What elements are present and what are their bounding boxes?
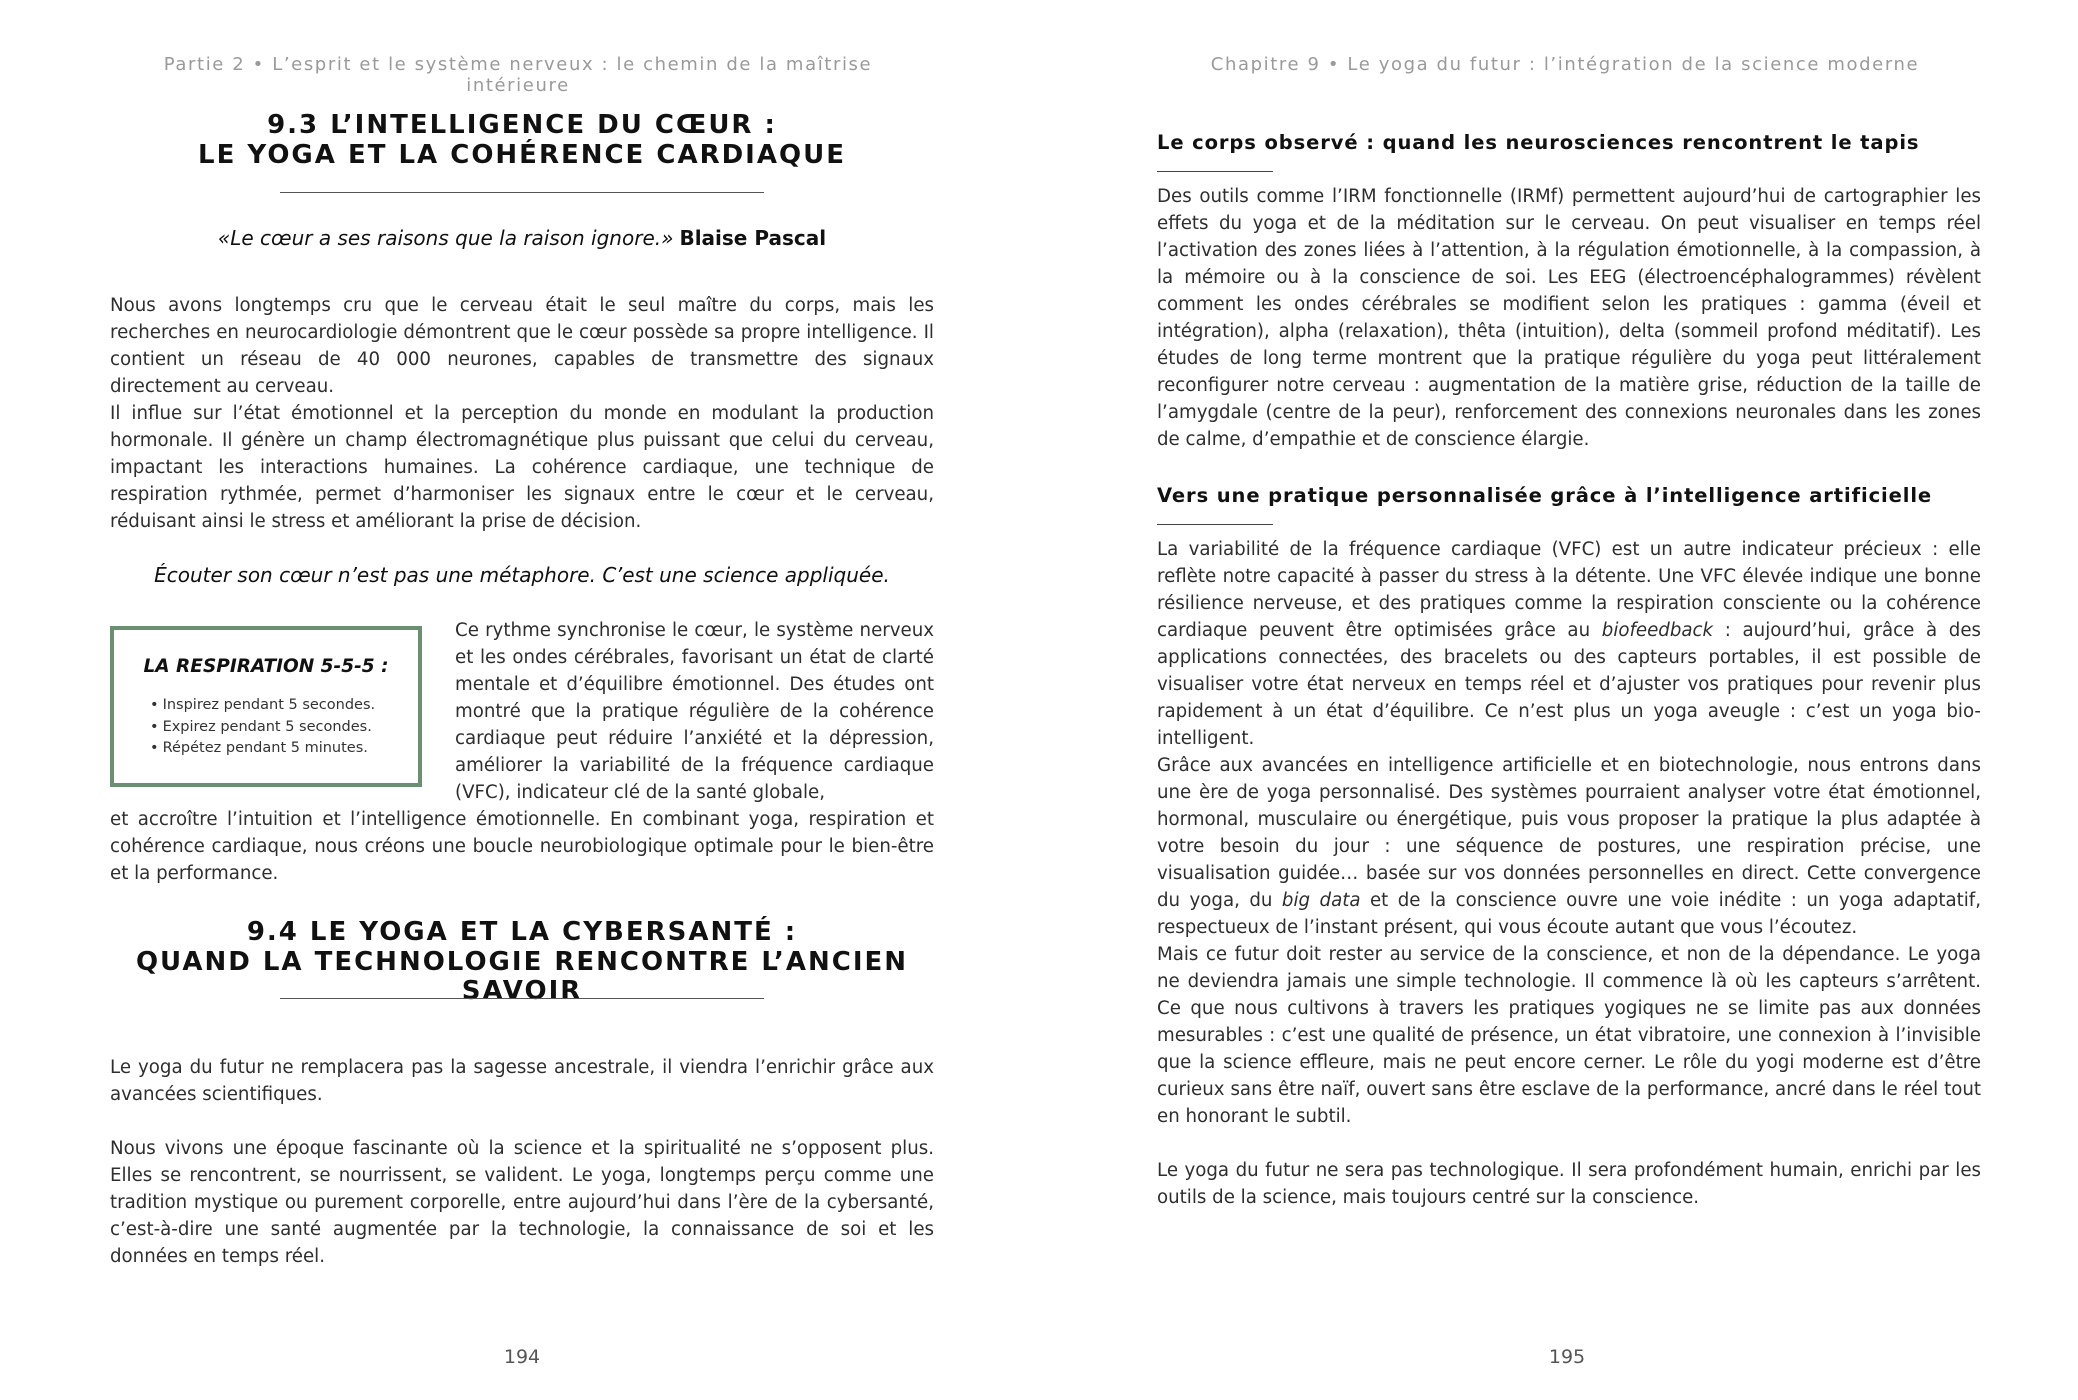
breathing-box <box>110 626 422 787</box>
paragraph: Nous avons longtemps cru que le cerveau était le seul maître du corps, mais les recherches en neurocardiologie démontrent que le cœur possède sa propre intelligence. Il contient un réseau de 40 000 neurones, capables de transmettre des signaux directement au cerveau. <box>110 295 934 397</box>
epigraph <box>110 226 934 250</box>
box-list <box>136 695 396 760</box>
subheading: Vers une pratique personnalisée grâce à l’intelligence artificielle <box>1157 484 1933 507</box>
paragraph: Grâce aux avancées en intelligence artificielle et en biotechnologie, nous entrons dans une ère de yoga personnalisé. Des systèmes pourraient analyser votre état émotionnel, hormonal, musculaire ou énergétique, puis vous proposer la pratique la plus adaptée à votre besoin du jour : une séquence de postures, une respiration précise, une visualisation guidée… basée sur vos données personnelles en direct. Cette convergence du yoga, du big data et de la conscience ouvre une voie inédite : un yoga adaptatif, respectueux de l’instant présent, qui vous écoute autant que vous l’écoutez. <box>1157 755 1981 938</box>
paragraph: Le yoga du futur ne remplacera pas la sagesse ancestrale, il viendra l’enrichir grâce aux avancées scientifiques. <box>110 1057 934 1105</box>
subheading-rule <box>1157 171 1273 172</box>
quote-text: «Le cœur a ses raisons que la raison ignore.» <box>217 226 674 250</box>
list-item: • Expirez pendant 5 secondes. <box>150 718 372 735</box>
subheading: Le corps observé : quand les neurosciences rencontrent le tapis <box>1157 131 1920 154</box>
paragraph: Nous vivons une époque fascinante où la science et la spiritualité ne s’opposent plus. Elles se rencontrent, se nourrissent, se valident. Le yoga, longtemps perçu comme une tradition mystique ou purement corporelle, entre aujourd’hui dans l’ère de la cybersanté, c’est-à-dire une santé augmentée par la technologie, la connaissance de soi et les données en temps réel. <box>110 1138 934 1267</box>
page-number-left: 194 <box>503 1346 541 1368</box>
paragraph-beside-box: Ce rythme synchronise le cœur, le système nerveux et les ondes cérébrales, favorisant un état de clarté mentale et d’équilibre émotionnel. Des études ont montré que la pratique régulière de la cohérence cardiaque peut réduire l’anxiété et la dépression, améliorer la variabilité de la fréquence cardiaque (VFC), indicateur clé de la santé globale, <box>455 620 934 803</box>
tagline: Écouter son cœur n’est pas une métaphore. C’est une science appliquée. <box>154 563 890 587</box>
paragraph: Mais ce futur doit rester au service de la conscience, et non de la dépendance. Le yoga ne deviendra jamais une simple technologie. Il commence là où les capteurs s’arrêtent. Ce que nous cultivons à travers les pratiques yogiques ne se limite pas aux données mesurables : c’est une qualité de présence, un état vibratoire, une connexion à l’invisible que la science effleure, mais ne peut encore cerner. Le rôle du yogi moderne est d’être curieux sans être naïf, ouvert sans être esclave de la performance, ancré dans le réel tout en honorant le subtil. <box>1157 944 1981 1127</box>
list-item: • Inspirez pendant 5 secondes. <box>150 697 376 713</box>
paragraph: La variabilité de la fréquence cardiaque (VFC) est un autre indicateur précieux : elle reflète notre capacité à passer du stress à la détente. Une VFC élevée indique une bonne résilience nerveuse, et des pratiques comme la respiration consciente ou la cohérence cardiaque peuvent être optimisées grâce au biofeedback : aujourd’hui, grâce à des applications connectées, des bracelets ou des capteurs portables, il est possible de visualiser votre état nerveux en temps réel et d’ajuster vos pratiques pour revenir plus rapidement à un état d’équilibre. Ce n’est plus un yoga aveugle : c’est un yoga bio-intelligent. <box>1157 539 1981 749</box>
running-head-left: Partie 2 • L’esprit et le système nerveux : le chemin de la maîtrise intérieure <box>163 54 873 96</box>
title-rule <box>280 998 764 999</box>
box-title: LA RESPIRATION 5-5-5 : <box>143 656 389 677</box>
section-title-9-3-line1: 9.3 L’INTELLIGENCE DU CŒUR : <box>267 110 777 140</box>
page-number-right: 195 <box>1548 1346 1586 1368</box>
list-item: • Répétez pendant 5 minutes. <box>150 740 368 756</box>
paragraph: Des outils comme l’IRM fonctionnelle (IRMf) permettent aujourd’hui de cartographier les effets du yoga et de la méditation sur le cerveau. On peut visualiser en temps réel l’activation des zones liées à l’attention, à la régulation émotionnelle, à la compassion, à la mémoire ou à la conscience de soi. Les EEG (électroencéphalogrammes) révèlent comment les ondes cérébrales se modifient selon les pratiques : gamma (éveil et intégration), alpha (relaxation), thêta (intuition), delta (sommeil profond méditatif). Les études de long terme montrent que la pratique régulière du yoga peut littéralement reconfigurer notre cerveau : augmentation de la matière grise, réduction de la taille de l’amygdale (centre de la peur), renforcement des connexions neuronales dans les zones de calme, d’empathie et de conscience élargie. <box>1157 186 1981 450</box>
running-head-right: Chapitre 9 • Le yoga du futur : l’intégration de la science moderne <box>1210 54 1920 75</box>
section-title-9-4-line1: 9.4 LE YOGA ET LA CYBERSANTÉ : <box>246 917 798 947</box>
subheading-rule <box>1157 524 1273 525</box>
quote-author: Blaise Pascal <box>679 226 827 250</box>
paragraph: Il influe sur l’état émotionnel et la perception du monde en modulant la production hormonale. Il génère un champ électromagnétique plus puissant que celui du cerveau, impactant les interactions humaines. La cohérence cardiaque, une technique de respiration rythmée, permet d’harmoniser les signaux entre le cœur et le cerveau, réduisant ainsi le stress et améliorant la prise de décision. <box>110 403 934 532</box>
paragraph: Le yoga du futur ne sera pas technologique. Il sera profondément humain, enrichi par les outils de la science, mais toujours centré sur la conscience. <box>1157 1160 1981 1208</box>
paragraph: et accroître l’intuition et l’intelligence émotionnelle. En combinant yoga, respiration et cohérence cardiaque, nous créons une boucle neurobiologique optimale pour le bien-être et la performance. <box>110 809 934 884</box>
right-page <box>1039 0 2078 1400</box>
section-title-9-3-line2: LE YOGA ET LA COHÉRENCE CARDIAQUE <box>198 140 846 170</box>
title-rule <box>280 192 764 193</box>
section-title-9-4-line2: QUAND LA TECHNOLOGIE RENCONTRE L’ANCIEN SAVOIR <box>135 947 909 1006</box>
